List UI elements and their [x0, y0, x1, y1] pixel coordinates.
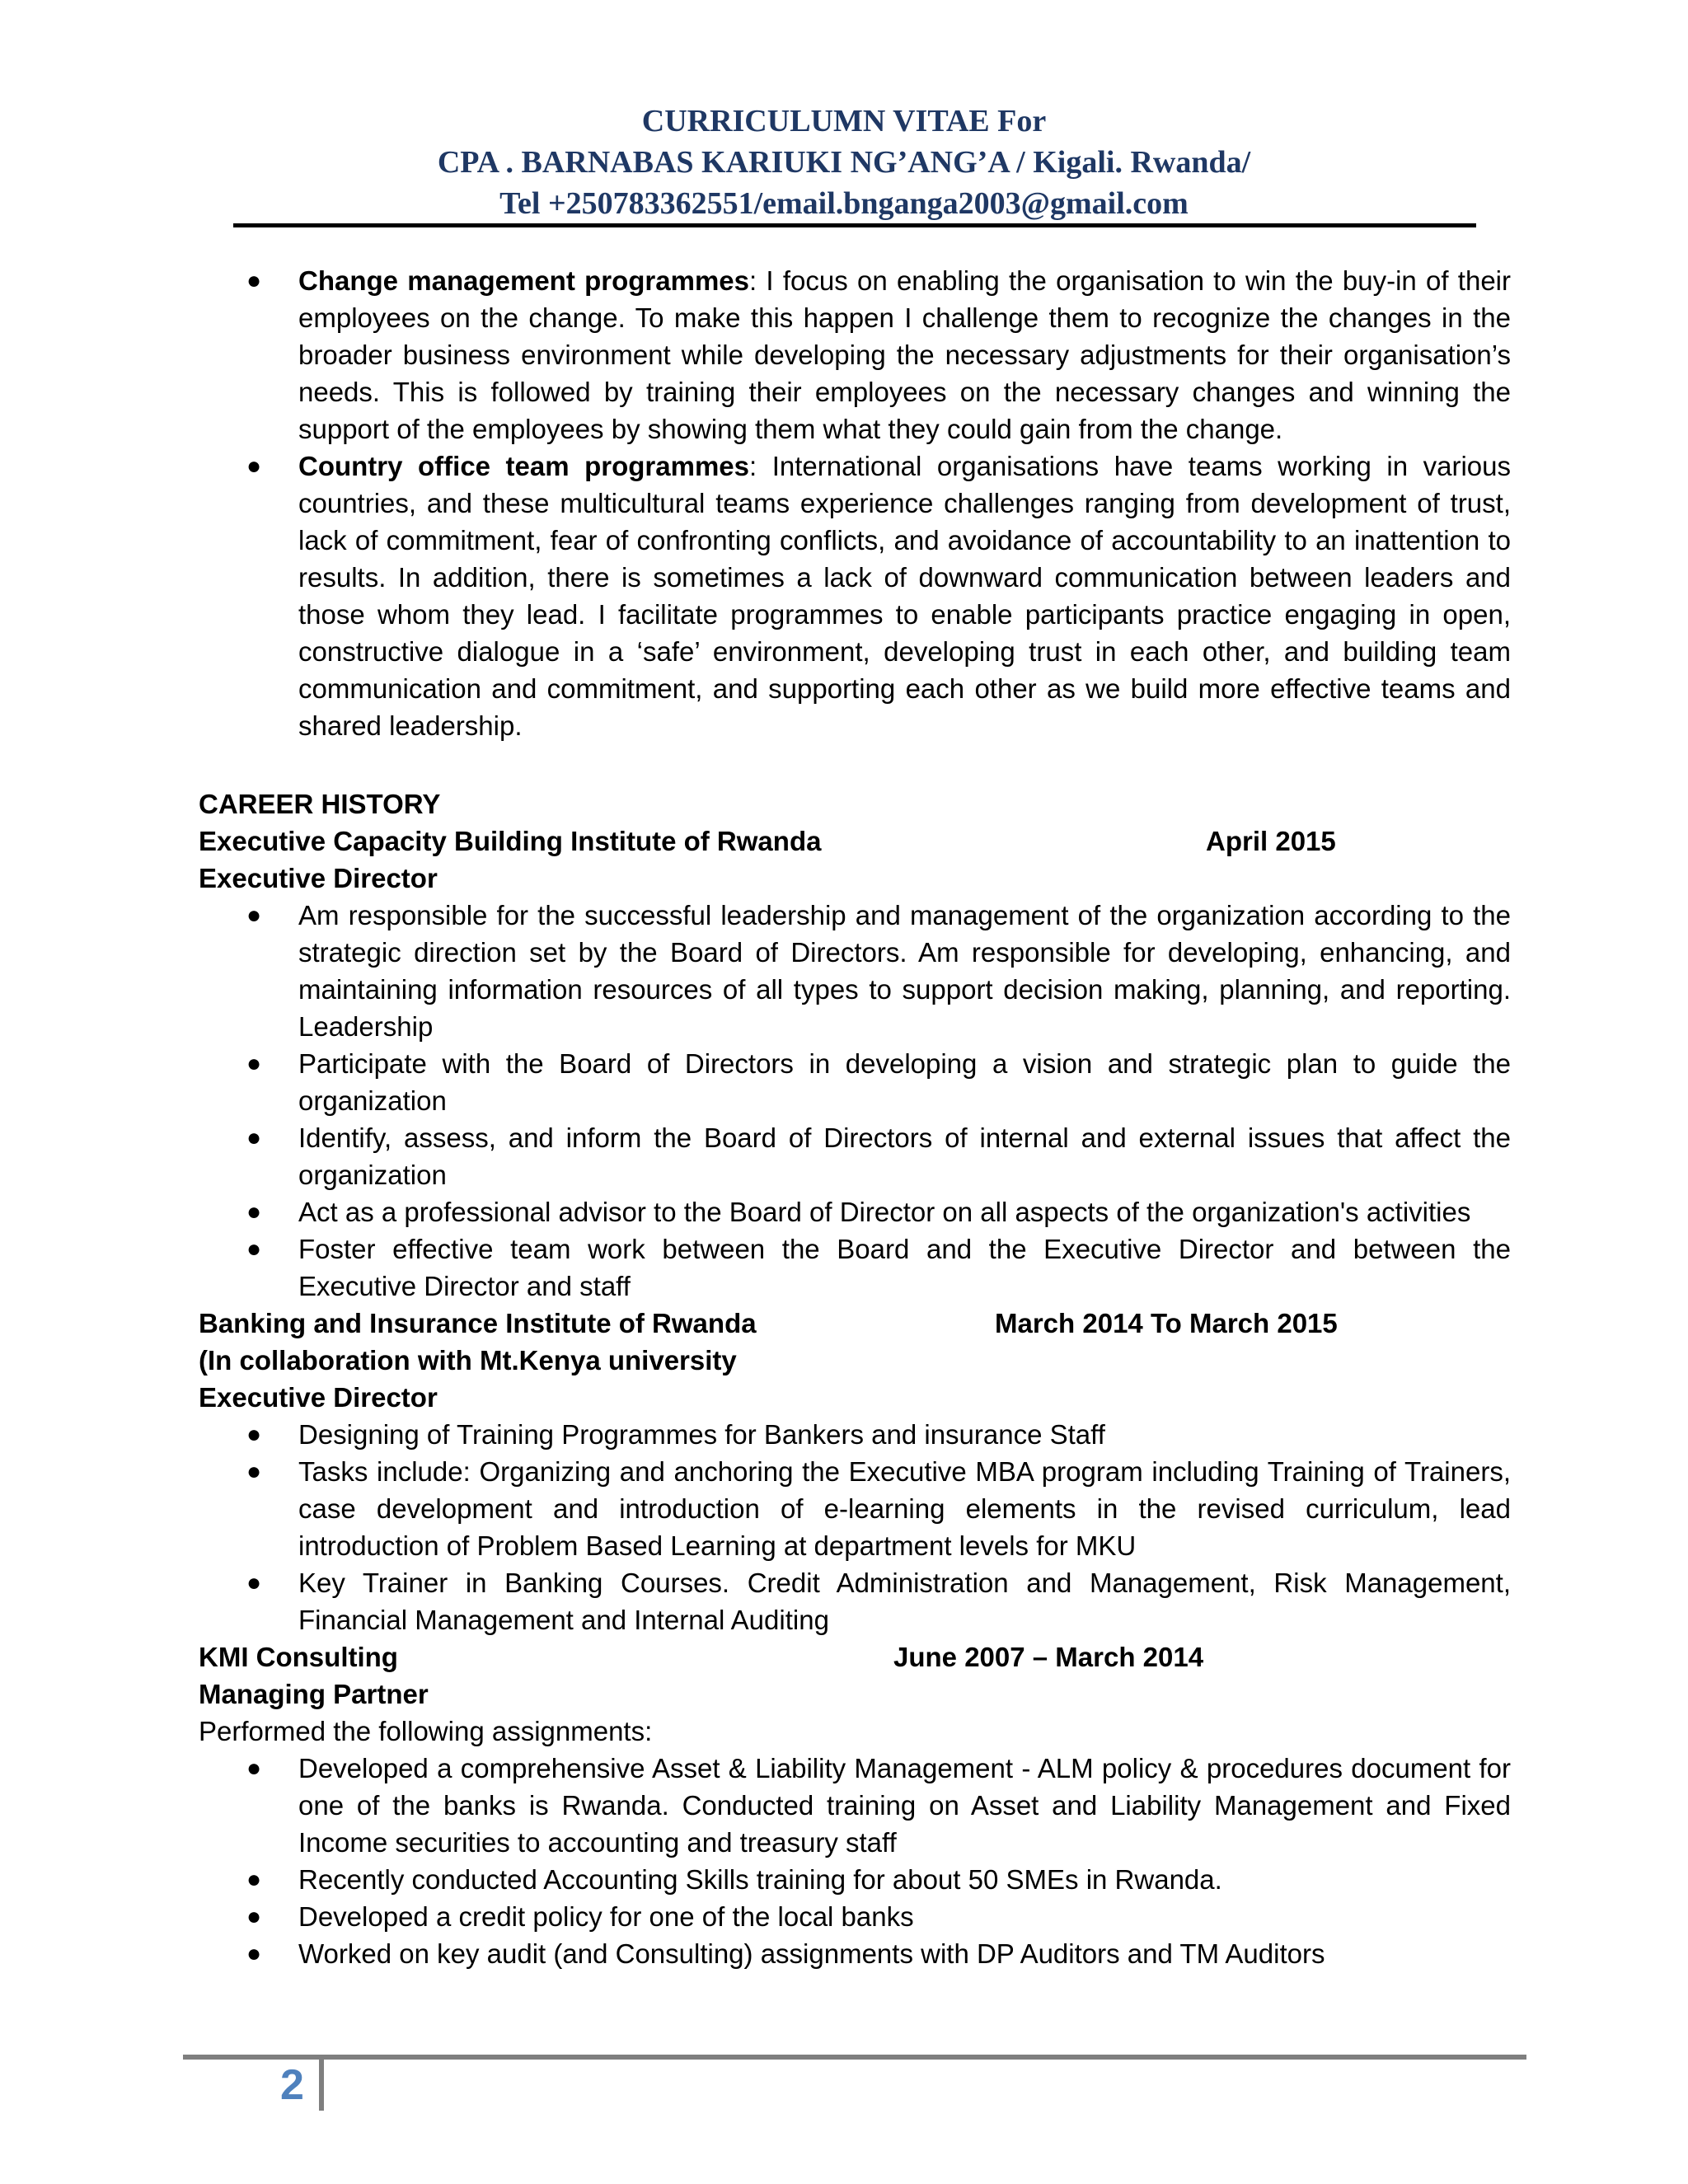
bullet-text: Participate with the Board of Directors in developing a vision and strategic plan to guide the organization — [298, 1048, 1511, 1116]
bullet-icon: ● — [246, 1569, 262, 1596]
bullet-icon: ● — [246, 902, 262, 929]
footer-vertical-bar — [319, 2060, 324, 2111]
intro-bullet-list — [199, 262, 1511, 744]
bullet-text: Worked on key audit (and Consulting) assignments with DP Auditors and TM Auditors — [298, 1938, 1325, 1969]
bullet-icon: ● — [246, 1050, 262, 1077]
list-item — [199, 1045, 1511, 1119]
list-item — [199, 1416, 1511, 1453]
job-date: April 2015 — [1206, 826, 1336, 856]
bullet-text: : International organisations have teams working in various countries, and these multicultural teams experience challenges ranging from development of trust, lack of commitment, fear of confronting conflicts, and avoidance of accountability to an inattention to results. In addition, there is sometimes a lack of downward communication between leaders and those whom they lead. I facilitate programmes to enable participants practice engaging in open, constructive dialogue in a ‘safe’ environment, developing trust in each other, and building team communication and commitment, and supporting each other as we build more effective teams and shared leadership. — [298, 451, 1512, 741]
job-subtitle: (In collaboration with Mt.Kenya university — [199, 1345, 737, 1376]
job-date: March 2014 To March 2015 — [995, 1308, 1338, 1338]
cv-name-location: CPA . BARNABAS KARIUKI NG’ANG’A / Kigali. Rwanda/ — [437, 145, 1251, 180]
bullet-icon: ● — [246, 1421, 262, 1448]
bullet-text: Tasks include: Organizing and anchoring the Executive MBA program including Training of Trainers, case development and introduction of e-learning elements in the revised curriculum, lead introduction of Problem Based Learning at department levels for MKU — [298, 1456, 1511, 1561]
bullet-text: Developed a credit policy for one of the local banks — [298, 1901, 914, 1932]
bullet-icon: ● — [246, 1124, 262, 1151]
header-divider — [233, 223, 1476, 227]
cv-title: CURRICULUMN VITAE For — [641, 104, 1047, 138]
bullet-text: Am responsible for the successful leadership and management of the organization according to the strategic direction set by the Board of Directors. Am responsible for developing, enhancing, and maintaining information resources of all types to support decision making, planning, and reporting. Leadership — [298, 900, 1511, 1042]
bullet-icon: ● — [246, 1198, 262, 1226]
bullet-text: Act as a professional advisor to the Board of Director on all aspects of the organization's activities — [298, 1197, 1471, 1227]
bullet-text: Key Trainer in Banking Courses. Credit Administration and Management, Risk Management, Financial Management and Internal Auditing — [298, 1568, 1511, 1635]
job-header — [199, 1638, 1511, 1675]
list-item — [199, 262, 1511, 448]
job-role: Executive Director — [199, 863, 438, 893]
bullet-icon: ● — [246, 1458, 262, 1485]
bullet-text: Foster effective team work between the Board and the Executive Director and between the Executive Director and staff — [298, 1234, 1511, 1301]
bullet-text: Recently conducted Accounting Skills training for about 50 SMEs in Rwanda. — [298, 1864, 1222, 1895]
list-item — [199, 1750, 1511, 1861]
job-header — [199, 1305, 1511, 1342]
job-role: Executive Director — [199, 1382, 438, 1413]
list-item — [199, 1119, 1511, 1193]
cv-contact: Tel +250783362551/email.bnganga2003@gmail.com — [499, 186, 1189, 221]
bullet-icon: ● — [246, 1755, 262, 1782]
list-item — [199, 448, 1511, 744]
bullet-lead: Country office team programmes — [298, 451, 750, 481]
bullet-icon: ● — [246, 267, 262, 294]
job-organization: Banking and Insurance Institute of Rwanda — [199, 1308, 757, 1338]
footer-divider — [183, 2055, 1526, 2060]
bullet-text: Designing of Training Programmes for Bankers and insurance Staff — [298, 1419, 1105, 1450]
cv-header — [0, 101, 1688, 224]
bullet-icon: ● — [246, 1940, 262, 1967]
job-header — [199, 823, 1511, 860]
list-item — [199, 1898, 1511, 1935]
list-item — [199, 1935, 1511, 1972]
job-intro-text: Performed the following assignments: — [199, 1716, 653, 1746]
list-item — [199, 1193, 1511, 1230]
list-item — [199, 1453, 1511, 1564]
page-number: 2 — [280, 2061, 304, 2109]
bullet-text: Developed a comprehensive Asset & Liability Management - ALM policy & procedures document for one of the banks is Rwanda. Conducted training on Asset and Liability Management and Fixed Income securities to accounting and treasury staff — [298, 1753, 1511, 1858]
bullet-text: Identify, assess, and inform the Board of Directors of internal and external issues that affect the organization — [298, 1122, 1511, 1190]
job-organization: Executive Capacity Building Institute of Rwanda — [199, 826, 822, 856]
bullet-icon: ● — [246, 452, 262, 480]
list-item — [199, 1861, 1511, 1898]
bullet-icon: ● — [246, 1235, 262, 1263]
job-bullet-list — [199, 897, 1511, 1305]
job-bullet-list — [199, 1750, 1511, 1972]
section-heading-career: CAREER HISTORY — [199, 789, 441, 819]
bullet-icon: ● — [246, 1903, 262, 1930]
list-item — [199, 1564, 1511, 1638]
bullet-lead: Change management programmes — [298, 265, 749, 296]
bullet-icon: ● — [246, 1866, 262, 1893]
cv-body — [199, 262, 1511, 1972]
job-organization: KMI Consulting — [199, 1642, 398, 1672]
list-item — [199, 1230, 1511, 1305]
list-item — [199, 897, 1511, 1045]
bullet-text: : I focus on enabling the organisation to win the buy-in of their employees on the change. To make this happen I challenge them to recognize the changes in the broader business environment while developing the necessary adjustments for their organisation’s needs. This is followed by training their employees on the necessary changes and winning the support of the employees by showing them what they could gain from the change. — [298, 265, 1511, 444]
job-bullet-list — [199, 1416, 1511, 1638]
job-date: June 2007 – March 2014 — [893, 1642, 1204, 1672]
job-role: Managing Partner — [199, 1679, 429, 1709]
